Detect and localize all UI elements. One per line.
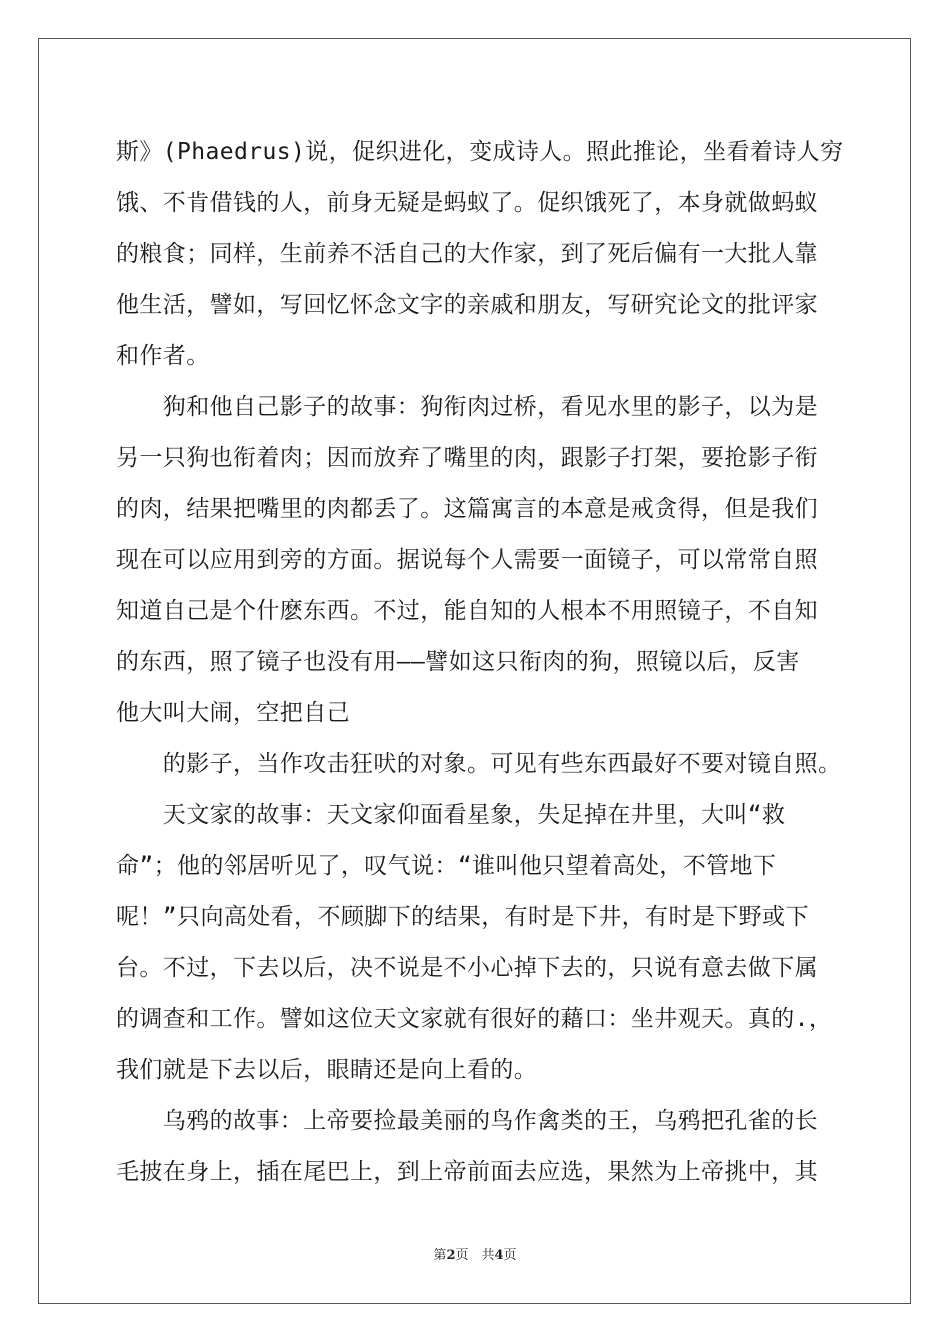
text-line: 现在可以应用到旁的方面。据说每个人需要一面镜子，可以常常自照 <box>116 547 818 573</box>
text-line: 狗和他自己影子的故事：狗衔肉过桥，看见水里的影子，以为是 <box>116 394 818 420</box>
text-line: 台。不过，下去以后，决不说是不小心掉下去的，只说有意去做下属 <box>116 955 818 981</box>
text-line: 饿、不肯借钱的人，前身无疑是蚂蚁了。促织饿死了，本身就做蚂蚁 <box>116 190 818 216</box>
text-line: 乌鸦的故事：上帝要捡最美丽的鸟作禽类的王，乌鸦把孔雀的长 <box>116 1108 818 1134</box>
text-line: 的粮食；同样，生前养不活自己的大作家，到了死后偏有一大批人靠 <box>116 241 818 267</box>
text-line: 呢！”只向高处看，不顾脚下的结果，有时是下井，有时是下野或下 <box>116 904 809 930</box>
footer-middle: 页 共 <box>455 1248 495 1263</box>
text-line: 知道自己是个什麽东西。不过，能自知的人根本不用照镜子，不自知 <box>116 598 818 624</box>
text-line: 的东西，照了镜子也没有用——譬如这只衔肉的狗，照镜以后，反害 <box>116 649 800 675</box>
text-line: 另一只狗也衔着肉；因而放弃了嘴里的肉，跟影子打架，要抢影子衔 <box>116 445 818 471</box>
text-line: 命”；他的邻居听见了，叹气说：“谁叫他只望着高处，不管地下 <box>116 853 777 879</box>
total-page-count: 4 <box>494 1248 504 1263</box>
text-line: 斯》(Phaedrus)说，促织进化，变成诗人。照此推论，坐看着诗人穷 <box>116 139 844 165</box>
page-footer <box>0 1244 950 1263</box>
text-line: 的调查和工作。譬如这位天文家就有很好的藉口：坐井观天。真的.， <box>116 1006 833 1032</box>
text-line: 天文家的故事：天文家仰面看星象，失足掉在井里，大叫“救 <box>116 802 786 828</box>
text-line: 毛披在身上，插在尾巴上，到上帝前面去应选，果然为上帝挑中，其 <box>116 1159 818 1185</box>
footer-prefix: 第 <box>433 1248 447 1263</box>
text-line: 我们就是下去以后，眼睛还是向上看的。 <box>116 1057 538 1083</box>
text-line: 他生活，譬如，写回忆怀念文字的亲戚和朋友，写研究论文的批评家 <box>116 292 818 318</box>
footer-suffix: 页 <box>503 1248 517 1263</box>
text-line: 的影子，当作攻击狂吠的对象。可见有些东西最好不要对镜自照。 <box>116 751 842 777</box>
current-page-number: 2 <box>446 1248 456 1263</box>
text-line: 的肉，结果把嘴里的肉都丢了。这篇寓言的本意是戒贪得，但是我们 <box>116 496 818 522</box>
text-line: 他大叫大闹，空把自己 <box>116 700 350 726</box>
document-body <box>116 127 844 1198</box>
text-line: 和作者。 <box>116 343 210 369</box>
